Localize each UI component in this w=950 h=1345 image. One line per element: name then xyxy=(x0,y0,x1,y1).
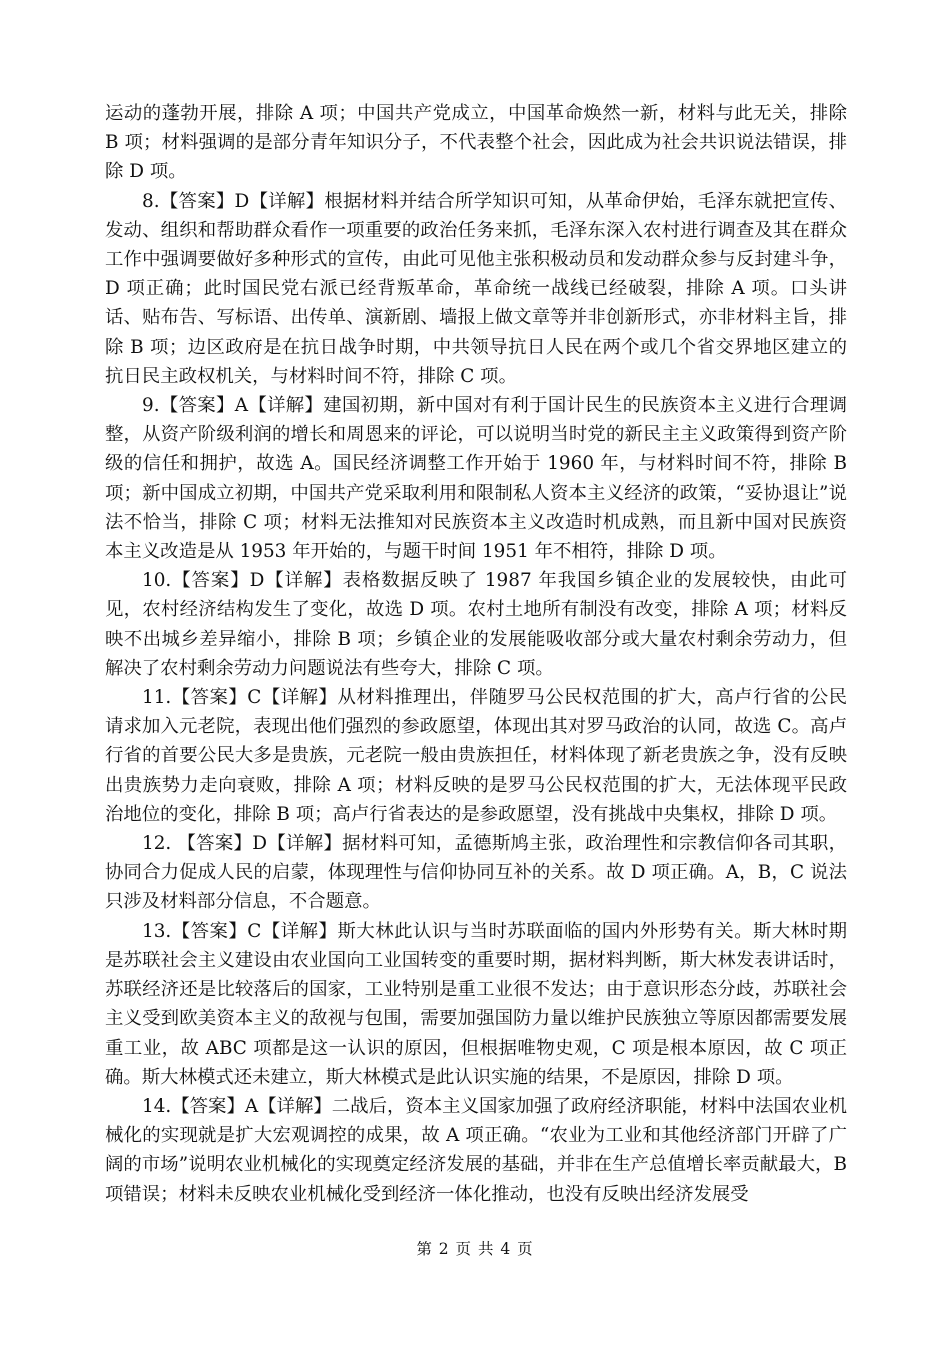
answer-9: 9.【答案】A【详解】建国初期，新中国对有利于国计民生的民族资本主义进行合理调整，从资产阶级利润的增长和周恩来的评论，可以说明当时党的新民主主义政策得到资产阶级的信任和拥护，故选 A。国民经济调整工作开始于 1960 年，与材料时间不符，排除 B 项；新中国成立初期，中国共产党采取利用和限制私人资本主义经济的政策，“妥协退让”说法不恰当，排除 C 项；材料无法推知对民族资本主义改造时机成熟，而且新中国对民族资本主义改造是从 1953 年开始的，与题干时间 1951 年不相符，排除 D 项。 xyxy=(105,395,847,563)
answer-11: 11.【答案】C【详解】从材料推理出，伴随罗马公民权范围的扩大，高卢行省的公民请求加入元老院，表现出他们强烈的参政愿望，体现出其对罗马政治的认同，故选 C。高卢行省的首要公民大多是贵族，元老院一般由贵族担任，材料体现了新老贵族之争，没有反映出贵族势力走向衰败，排除 A 项；材料反映的是罗马公民权范围的扩大，无法体现平民政治地位的变化，排除 B 项；高卢行省表达的是参政愿望，没有挑战中央集权，排除 D 项。 xyxy=(105,687,847,825)
page-footer: 第 2 页 共 4 页 xyxy=(416,1240,534,1258)
answer-12: 12. 【答案】D【详解】据材料可知，孟德斯鸠主张，政治理性和宗教信仰各司其职，协同合力促成人民的启蒙，体现理性与信仰协同互补的关系。故 D 项正确。A，B，C 说法只涉及材料部分信息，不合题意。 xyxy=(105,833,847,913)
document-body xyxy=(105,99,847,1209)
answer-8: 8.【答案】D【详解】根据材料并结合所学知识可知，从革命伊始，毛泽东就把宣传、发动、组织和帮助群众看作一项重要的政治任务来抓，毛泽东深入农村进行调查及其在群众工作中强调要做好多种形式的宣传，由此可见他主张积极动员和发动群众参与反封建斗争，D 项正确；此时国民党右派已经背叛革命，革命统一战线已经破裂，排除 A 项。口头讲话、贴布告、写标语、出传单、演新剧、墙报上做文章等并非创新形式，亦非材料主旨，排除 B 项；边区政府是在抗日战争时期，中共领导抗日人民在两个或几个省交界地区建立的抗日民主政权机关，与材料时间不符，排除 C 项。 xyxy=(105,190,847,387)
answer-13: 13.【答案】C【详解】斯大林此认识与当时苏联面临的国内外形势有关。斯大林时期是苏联社会主义建设由农业国向工业国转变的重要时期，据材料判断，斯大林发表讲话时，苏联经济还是比较落后的国家，工业特别是重工业很不发达；由于意识形态分歧，苏联社会主义受到欧美资本主义的敌视与包围，需要加强国防力量以维护民族独立等原因都需要发展重工业，故 ABC 项都是这一认识的原因，但根据唯物史观，C 项是根本原因，故 C 项正确。斯大林模式还未建立，斯大林模式是此认识实施的结果，不是原因，排除 D 项。 xyxy=(105,920,847,1088)
paragraph-continuation: 运动的蓬勃开展，排除 A 项；中国共产党成立，中国革命焕然一新，材料与此无关，排除 B 项；材料强调的是部分青年知识分子，不代表整个社会，因此成为社会共识说法错误，排除 D 项。 xyxy=(105,103,847,183)
answer-10: 10.【答案】D【详解】表格数据反映了 1987 年我国乡镇企业的发展较快，由此可见，农村经济结构发生了变化，故选 D 项。农村土地所有制没有改变，排除 A 项；材料反映不出城乡差异缩小，排除 B 项；乡镇企业的发展能吸收部分或大量农村剩余劳动力，但解决了农村剩余劳动力问题说法有些夸大，排除 C 项。 xyxy=(105,570,847,679)
answer-14: 14.【答案】A【详解】二战后，资本主义国家加强了政府经济职能，材料中法国农业机械化的实现就是扩大宏观调控的成果，故 A 项正确。“农业为工业和其他经济部门开辟了广阔的市场”说明农业机械化的实现奠定经济发展的基础，并非在生产总值增长率贡献最大，B 项错误；材料未反映农业机械化受到经济一体化推动，也没有反映出经济发展受 xyxy=(105,1095,847,1205)
